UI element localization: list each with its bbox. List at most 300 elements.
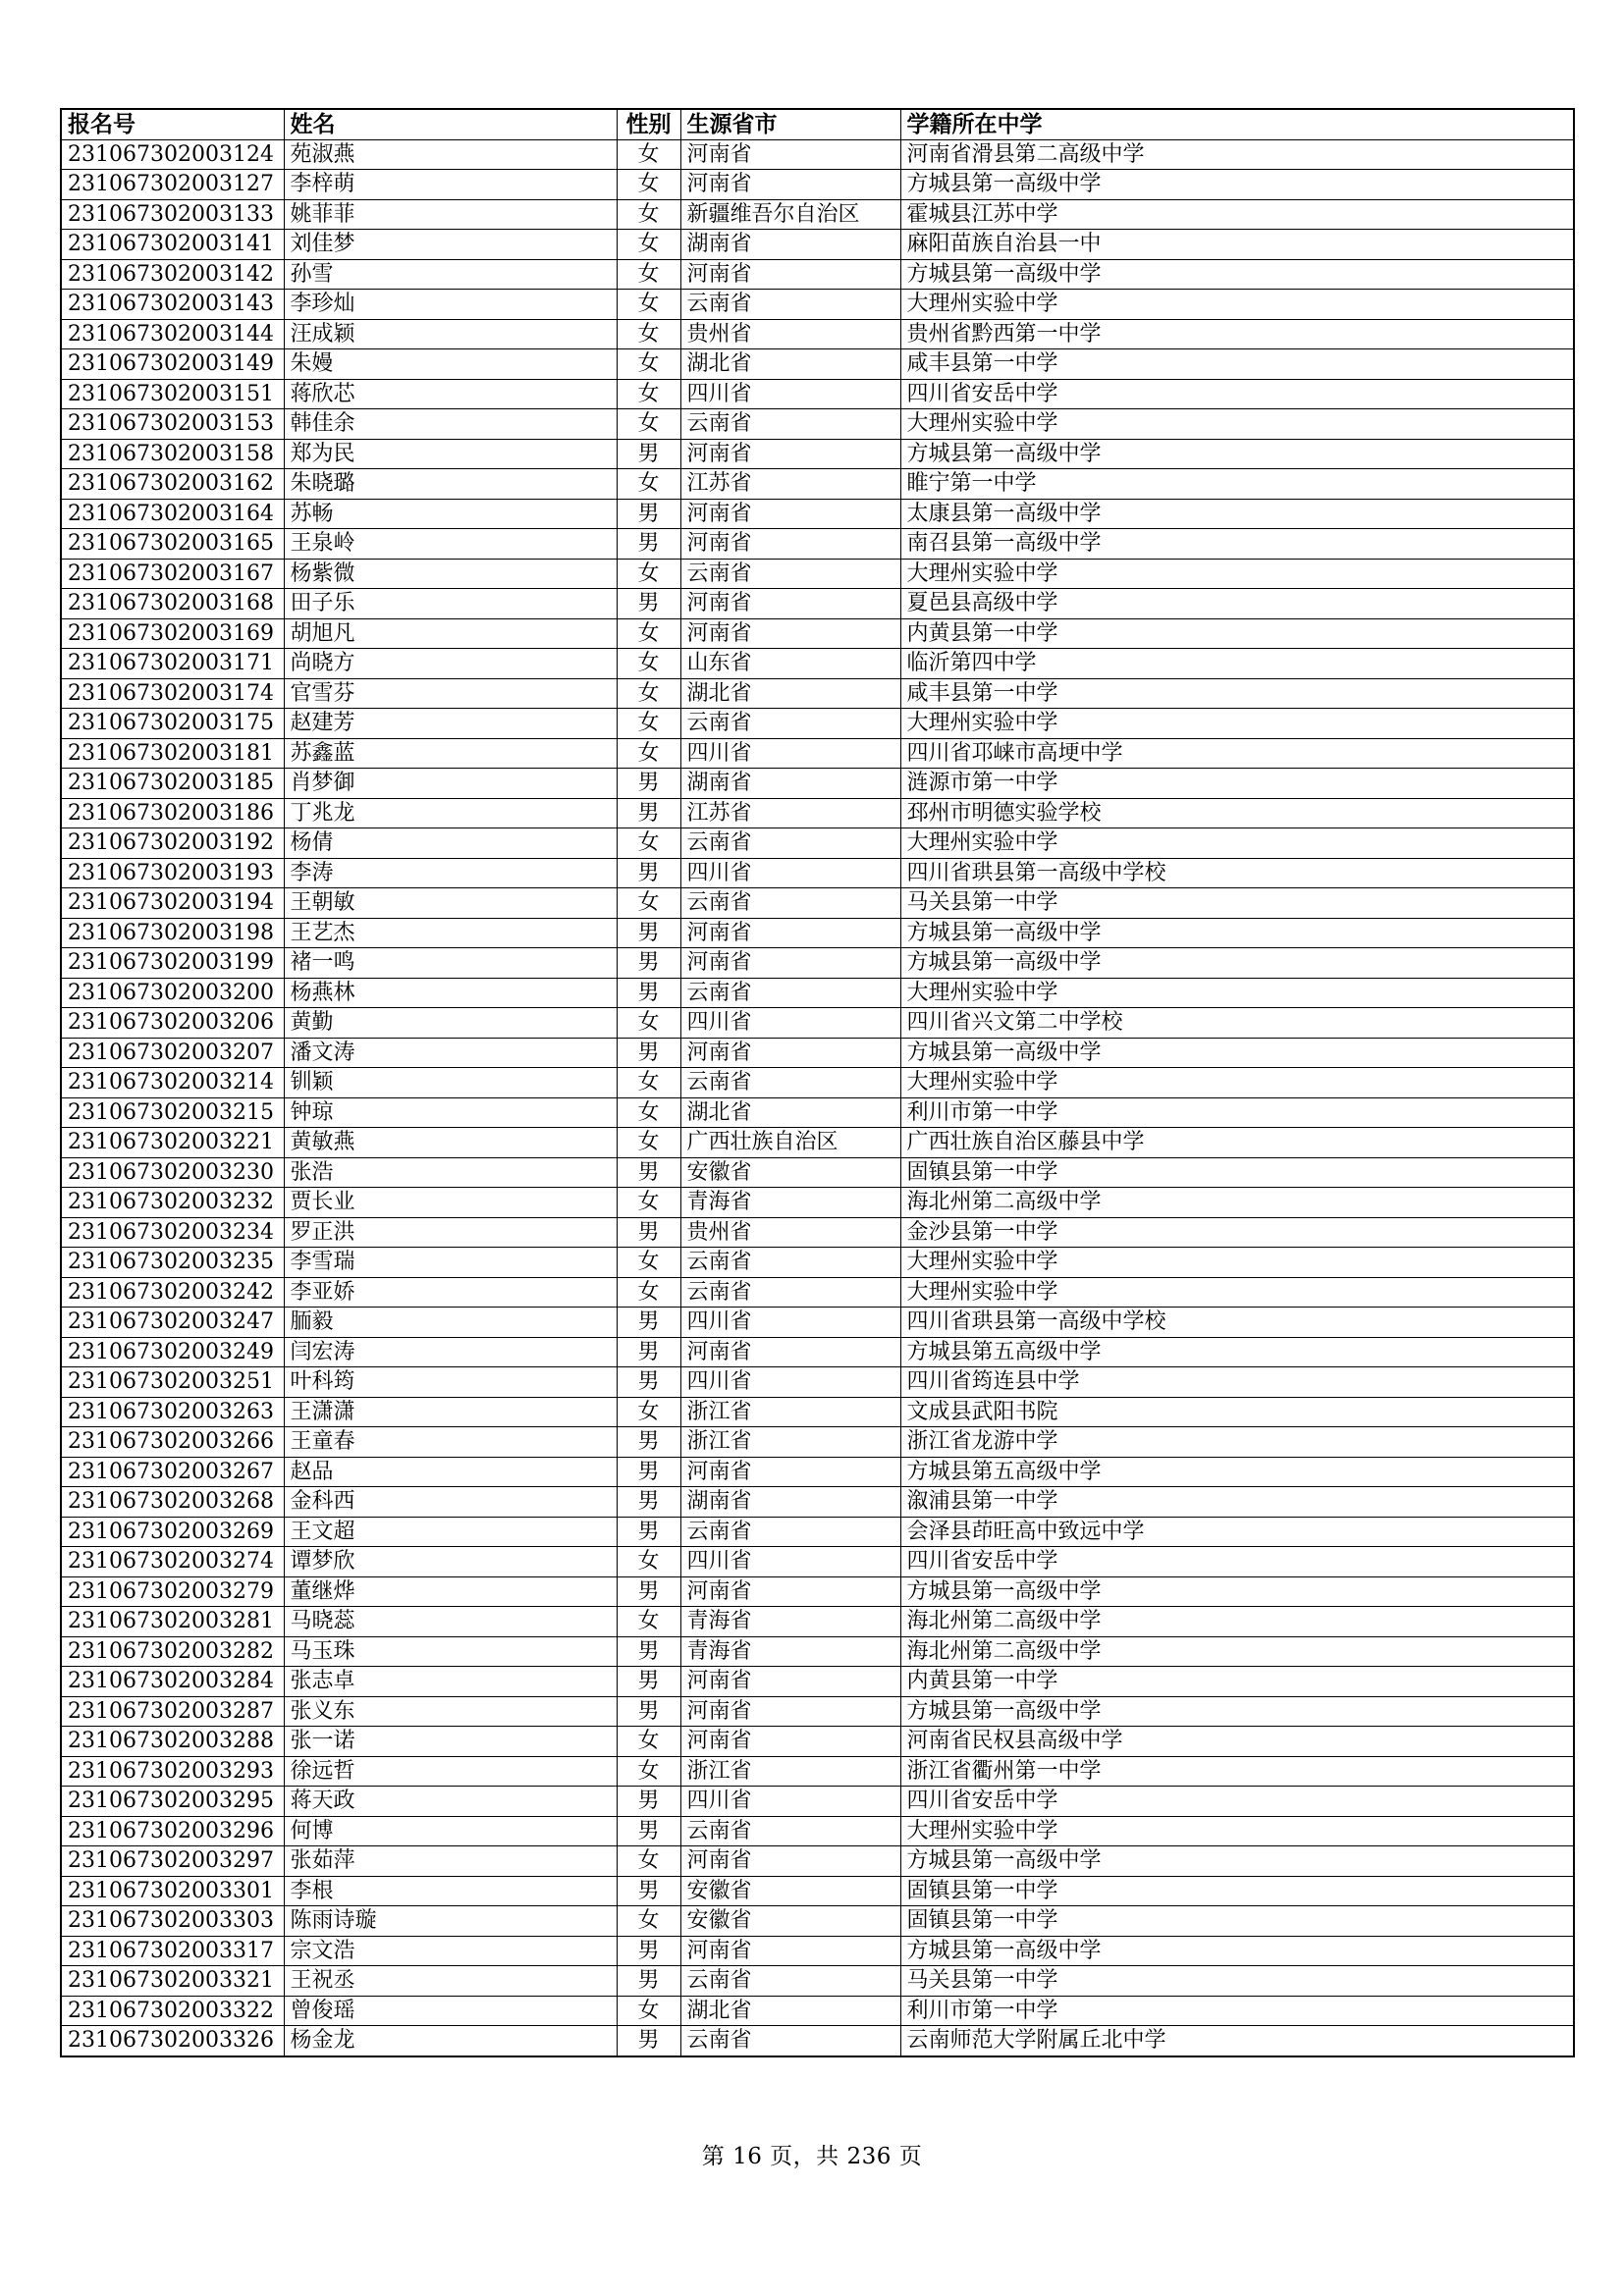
cell-registration-number: 231067302003193: [61, 858, 284, 888]
cell-origin-province: 四川省: [680, 738, 900, 769]
cell-high-school: 大理州实验中学: [900, 1816, 1574, 1846]
cell-origin-province: 四川省: [680, 858, 900, 888]
cell-name: 蒋天政: [284, 1787, 617, 1817]
cell-origin-province: 河南省: [680, 1576, 900, 1607]
cell-name: 孙雪: [284, 259, 617, 290]
cell-name: 王文超: [284, 1517, 617, 1547]
cell-origin-province: 云南省: [680, 709, 900, 739]
cell-origin-province: 四川省: [680, 379, 900, 409]
cell-origin-province: 云南省: [680, 828, 900, 859]
table-row: [61, 1906, 1574, 1937]
cell-origin-province: 云南省: [680, 559, 900, 589]
admission-list-table: [60, 108, 1575, 2057]
cell-registration-number: 231067302003282: [61, 1636, 284, 1667]
cell-origin-province: 湖北省: [680, 1097, 900, 1128]
cell-high-school: 方城县第一高级中学: [900, 259, 1574, 290]
cell-registration-number: 231067302003168: [61, 589, 284, 619]
cell-registration-number: 231067302003169: [61, 618, 284, 649]
cell-registration-number: 231067302003185: [61, 769, 284, 799]
cell-gender: 女: [617, 230, 680, 260]
cell-gender: 男: [617, 1367, 680, 1398]
cell-registration-number: 231067302003198: [61, 918, 284, 948]
cell-name: 李梓萌: [284, 170, 617, 200]
cell-gender: 男: [617, 1816, 680, 1846]
cell-high-school: 临沂第四中学: [900, 649, 1574, 679]
cell-high-school: 海北州第二高级中学: [900, 1636, 1574, 1667]
cell-name: 杨倩: [284, 828, 617, 859]
table-row: [61, 1487, 1574, 1518]
cell-origin-province: 青海省: [680, 1607, 900, 1637]
cell-origin-province: 云南省: [680, 1816, 900, 1846]
table-row: [61, 319, 1574, 349]
cell-high-school: 睢宁第一中学: [900, 469, 1574, 500]
cell-gender: 女: [617, 1188, 680, 1218]
cell-registration-number: 231067302003151: [61, 379, 284, 409]
table-row: [61, 1727, 1574, 1757]
cell-gender: 男: [617, 918, 680, 948]
cell-gender: 女: [617, 199, 680, 230]
table-row: [61, 948, 1574, 979]
table-row: [61, 1996, 1574, 2026]
cell-origin-province: 河南省: [680, 170, 900, 200]
cell-gender: 女: [617, 139, 680, 170]
cell-gender: 女: [617, 618, 680, 649]
cell-origin-province: 江苏省: [680, 798, 900, 828]
cell-registration-number: 231067302003162: [61, 469, 284, 500]
cell-origin-province: 四川省: [680, 1547, 900, 1577]
cell-name: 马晓蕊: [284, 1607, 617, 1637]
table-row: [61, 1427, 1574, 1458]
cell-name: 王朝敏: [284, 888, 617, 919]
cell-gender: 女: [617, 1068, 680, 1098]
cell-gender: 男: [617, 1427, 680, 1458]
cell-registration-number: 231067302003133: [61, 199, 284, 230]
cell-origin-province: 河南省: [680, 1696, 900, 1727]
cell-origin-province: 河南省: [680, 589, 900, 619]
cell-name: 宗文浩: [284, 1936, 617, 1966]
cell-high-school: 贵州省黔西第一中学: [900, 319, 1574, 349]
cell-gender: 男: [617, 439, 680, 469]
cell-high-school: 马关县第一中学: [900, 1966, 1574, 1997]
cell-name: 王童春: [284, 1427, 617, 1458]
cell-gender: 男: [617, 948, 680, 979]
cell-origin-province: 云南省: [680, 2026, 900, 2056]
cell-name: 杨紫微: [284, 559, 617, 589]
cell-registration-number: 231067302003288: [61, 1727, 284, 1757]
cell-gender: 女: [617, 259, 680, 290]
table-row: [61, 1876, 1574, 1906]
cell-registration-number: 231067302003297: [61, 1846, 284, 1877]
cell-name: 潘文涛: [284, 1038, 617, 1068]
cell-name: 曾俊瑶: [284, 1996, 617, 2026]
cell-gender: 女: [617, 409, 680, 440]
cell-gender: 男: [617, 1337, 680, 1367]
cell-origin-province: 河南省: [680, 948, 900, 979]
cell-origin-province: 云南省: [680, 1277, 900, 1308]
table-row: [61, 1128, 1574, 1158]
cell-registration-number: 231067302003192: [61, 828, 284, 859]
cell-high-school: 方城县第一高级中学: [900, 1846, 1574, 1877]
cell-name: 黄敏燕: [284, 1128, 617, 1158]
cell-high-school: 方城县第一高级中学: [900, 918, 1574, 948]
cell-high-school: 四川省筠连县中学: [900, 1367, 1574, 1398]
cell-gender: 女: [617, 1547, 680, 1577]
cell-high-school: 浙江省衢州第一中学: [900, 1756, 1574, 1787]
cell-registration-number: 231067302003234: [61, 1217, 284, 1248]
cell-registration-number: 231067302003326: [61, 2026, 284, 2056]
cell-registration-number: 231067302003124: [61, 139, 284, 170]
table-row: [61, 1636, 1574, 1667]
cell-registration-number: 231067302003215: [61, 1097, 284, 1128]
cell-gender: 女: [617, 170, 680, 200]
cell-high-school: 邳州市明德实验学校: [900, 798, 1574, 828]
cell-name: 谭梦欣: [284, 1547, 617, 1577]
cell-gender: 男: [617, 1038, 680, 1068]
cell-gender: 男: [617, 798, 680, 828]
cell-name: 金科西: [284, 1487, 617, 1518]
cell-name: 汪成颖: [284, 319, 617, 349]
cell-registration-number: 231067302003221: [61, 1128, 284, 1158]
cell-origin-province: 河南省: [680, 1457, 900, 1487]
cell-high-school: 方城县第一高级中学: [900, 948, 1574, 979]
table-row: [61, 1188, 1574, 1218]
table-row: [61, 1756, 1574, 1787]
table-row: [61, 888, 1574, 919]
table-row: [61, 858, 1574, 888]
cell-origin-province: 山东省: [680, 649, 900, 679]
cell-registration-number: 231067302003175: [61, 709, 284, 739]
cell-high-school: 四川省邛崃市高埂中学: [900, 738, 1574, 769]
cell-high-school: 涟源市第一中学: [900, 769, 1574, 799]
cell-registration-number: 231067302003186: [61, 798, 284, 828]
cell-gender: 男: [617, 858, 680, 888]
cell-high-school: 固镇县第一中学: [900, 1157, 1574, 1188]
table-row: [61, 678, 1574, 709]
cell-gender: 女: [617, 290, 680, 320]
cell-name: 韩佳余: [284, 409, 617, 440]
table-row: [61, 439, 1574, 469]
cell-origin-province: 河南省: [680, 439, 900, 469]
cell-origin-province: 河南省: [680, 1667, 900, 1697]
cell-gender: 女: [617, 319, 680, 349]
table-row: [61, 1337, 1574, 1367]
cell-origin-province: 四川省: [680, 1308, 900, 1338]
cell-registration-number: 231067302003214: [61, 1068, 284, 1098]
cell-registration-number: 231067302003207: [61, 1038, 284, 1068]
cell-name: 褚一鸣: [284, 948, 617, 979]
cell-origin-province: 云南省: [680, 290, 900, 320]
table-row: [61, 1068, 1574, 1098]
cell-registration-number: 231067302003149: [61, 349, 284, 380]
cell-origin-province: 河南省: [680, 259, 900, 290]
cell-high-school: 固镇县第一中学: [900, 1906, 1574, 1937]
table-row: [61, 1547, 1574, 1577]
cell-registration-number: 231067302003167: [61, 559, 284, 589]
cell-origin-province: 青海省: [680, 1636, 900, 1667]
table-row: [61, 139, 1574, 170]
cell-origin-province: 浙江省: [680, 1397, 900, 1427]
table-row: [61, 1936, 1574, 1966]
cell-origin-province: 河南省: [680, 1727, 900, 1757]
cell-origin-province: 安徽省: [680, 1906, 900, 1937]
cell-gender: 女: [617, 349, 680, 380]
cell-origin-province: 湖南省: [680, 230, 900, 260]
table-row: [61, 1846, 1574, 1877]
cell-name: 李雪瑞: [284, 1248, 617, 1278]
cell-registration-number: 231067302003322: [61, 1996, 284, 2026]
cell-gender: 男: [617, 1636, 680, 1667]
table-body: [61, 139, 1574, 2056]
cell-registration-number: 231067302003267: [61, 1457, 284, 1487]
cell-name: 肖梦御: [284, 769, 617, 799]
cell-high-school: 方城县第一高级中学: [900, 1936, 1574, 1966]
cell-gender: 女: [617, 1397, 680, 1427]
cell-registration-number: 231067302003247: [61, 1308, 284, 1338]
cell-registration-number: 231067302003165: [61, 529, 284, 560]
cell-gender: 女: [617, 678, 680, 709]
cell-name: 苏畅: [284, 499, 617, 529]
cell-registration-number: 231067302003232: [61, 1188, 284, 1218]
cell-origin-province: 贵州省: [680, 319, 900, 349]
cell-high-school: 溆浦县第一中学: [900, 1487, 1574, 1518]
cell-gender: 男: [617, 1966, 680, 1997]
cell-name: 朱晓璐: [284, 469, 617, 500]
table-row: [61, 1217, 1574, 1248]
cell-registration-number: 231067302003153: [61, 409, 284, 440]
cell-gender: 女: [617, 1097, 680, 1128]
cell-name: 尚晓方: [284, 649, 617, 679]
cell-gender: 男: [617, 1157, 680, 1188]
cell-high-school: 咸丰县第一中学: [900, 678, 1574, 709]
cell-gender: 女: [617, 1277, 680, 1308]
table-row: [61, 1696, 1574, 1727]
cell-registration-number: 231067302003158: [61, 439, 284, 469]
cell-registration-number: 231067302003263: [61, 1397, 284, 1427]
cell-origin-province: 河南省: [680, 1337, 900, 1367]
cell-high-school: 霍城县江苏中学: [900, 199, 1574, 230]
cell-origin-province: 河南省: [680, 499, 900, 529]
cell-name: 赵品: [284, 1457, 617, 1487]
cell-origin-province: 云南省: [680, 409, 900, 440]
cell-origin-province: 安徽省: [680, 1157, 900, 1188]
cell-registration-number: 231067302003266: [61, 1427, 284, 1458]
cell-gender: 男: [617, 2026, 680, 2056]
cell-gender: 男: [617, 1517, 680, 1547]
table-row: [61, 1277, 1574, 1308]
cell-origin-province: 云南省: [680, 1517, 900, 1547]
cell-high-school: 南召县第一高级中学: [900, 529, 1574, 560]
cell-high-school: 四川省安岳中学: [900, 1547, 1574, 1577]
table-row: [61, 499, 1574, 529]
table-row: [61, 559, 1574, 589]
cell-name: 黄勤: [284, 1008, 617, 1039]
cell-origin-province: 河南省: [680, 1846, 900, 1877]
cell-origin-province: 湖北省: [680, 678, 900, 709]
cell-origin-province: 贵州省: [680, 1217, 900, 1248]
cell-registration-number: 231067302003293: [61, 1756, 284, 1787]
cell-name: 丁兆龙: [284, 798, 617, 828]
table-row: [61, 1966, 1574, 1997]
cell-name: 杨金龙: [284, 2026, 617, 2056]
cell-high-school: 方城县第一高级中学: [900, 170, 1574, 200]
cell-registration-number: 231067302003206: [61, 1008, 284, 1039]
cell-origin-province: 四川省: [680, 1787, 900, 1817]
cell-gender: 男: [617, 1787, 680, 1817]
table-row: [61, 1787, 1574, 1817]
cell-registration-number: 231067302003301: [61, 1876, 284, 1906]
cell-name: 姚菲菲: [284, 199, 617, 230]
cell-high-school: 方城县第五高级中学: [900, 1337, 1574, 1367]
table-row: [61, 1457, 1574, 1487]
cell-gender: 男: [617, 1308, 680, 1338]
cell-origin-province: 云南省: [680, 1966, 900, 1997]
cell-name: 胡旭凡: [284, 618, 617, 649]
cell-gender: 女: [617, 888, 680, 919]
cell-registration-number: 231067302003164: [61, 499, 284, 529]
cell-high-school: 利川市第一中学: [900, 1097, 1574, 1128]
cell-name: 钏颖: [284, 1068, 617, 1098]
cell-name: 张浩: [284, 1157, 617, 1188]
cell-high-school: 大理州实验中学: [900, 1248, 1574, 1278]
cell-registration-number: 231067302003199: [61, 948, 284, 979]
cell-gender: 女: [617, 1248, 680, 1278]
cell-name: 闫宏涛: [284, 1337, 617, 1367]
cell-name: 何博: [284, 1816, 617, 1846]
cell-high-school: 大理州实验中学: [900, 1068, 1574, 1098]
cell-name: 徐远哲: [284, 1756, 617, 1787]
table-row: [61, 1397, 1574, 1427]
cell-gender: 男: [617, 978, 680, 1008]
cell-high-school: 固镇县第一中学: [900, 1876, 1574, 1906]
cell-high-school: 大理州实验中学: [900, 978, 1574, 1008]
cell-name: 张一诺: [284, 1727, 617, 1757]
table-row: [61, 230, 1574, 260]
cell-high-school: 广西壮族自治区藤县中学: [900, 1128, 1574, 1158]
cell-registration-number: 231067302003251: [61, 1367, 284, 1398]
table-row: [61, 1607, 1574, 1637]
table-row: [61, 529, 1574, 560]
cell-high-school: 内黄县第一中学: [900, 1667, 1574, 1697]
cell-gender: 男: [617, 529, 680, 560]
cell-gender: 男: [617, 589, 680, 619]
table-row: [61, 1816, 1574, 1846]
cell-high-school: 大理州实验中学: [900, 559, 1574, 589]
cell-gender: 女: [617, 709, 680, 739]
cell-origin-province: 安徽省: [680, 1876, 900, 1906]
cell-high-school: 大理州实验中学: [900, 828, 1574, 859]
cell-name: 王潇潇: [284, 1397, 617, 1427]
table-row: [61, 1576, 1574, 1607]
table-header-row: [61, 109, 1574, 139]
cell-name: 钟琼: [284, 1097, 617, 1128]
cell-high-school: 海北州第二高级中学: [900, 1188, 1574, 1218]
cell-registration-number: 231067302003268: [61, 1487, 284, 1518]
cell-name: 张志卓: [284, 1667, 617, 1697]
cell-gender: 男: [617, 499, 680, 529]
cell-gender: 男: [617, 1487, 680, 1518]
cell-origin-province: 河南省: [680, 1038, 900, 1068]
cell-name: 杨燕林: [284, 978, 617, 1008]
cell-high-school: 麻阳苗族自治县一中: [900, 230, 1574, 260]
table-row: [61, 1008, 1574, 1039]
cell-name: 张义东: [284, 1696, 617, 1727]
cell-gender: 女: [617, 828, 680, 859]
cell-high-school: 马关县第一中学: [900, 888, 1574, 919]
cell-origin-province: 四川省: [680, 1367, 900, 1398]
table-row: [61, 1097, 1574, 1128]
cell-registration-number: 231067302003296: [61, 1816, 284, 1846]
cell-registration-number: 231067302003174: [61, 678, 284, 709]
cell-registration-number: 231067302003284: [61, 1667, 284, 1697]
cell-gender: 男: [617, 1576, 680, 1607]
cell-high-school: 四川省安岳中学: [900, 1787, 1574, 1817]
cell-high-school: 大理州实验中学: [900, 1277, 1574, 1308]
cell-high-school: 四川省珙县第一高级中学校: [900, 1308, 1574, 1338]
cell-name: 郑为民: [284, 439, 617, 469]
cell-name: 马玉珠: [284, 1636, 617, 1667]
cell-name: 赵建芳: [284, 709, 617, 739]
cell-gender: 女: [617, 1008, 680, 1039]
cell-origin-province: 云南省: [680, 978, 900, 1008]
cell-high-school: 浙江省龙游中学: [900, 1427, 1574, 1458]
cell-high-school: 四川省安岳中学: [900, 379, 1574, 409]
cell-name: 李涛: [284, 858, 617, 888]
cell-registration-number: 231067302003200: [61, 978, 284, 1008]
cell-name: 陈雨诗璇: [284, 1906, 617, 1937]
cell-high-school: 方城县第一高级中学: [900, 1038, 1574, 1068]
cell-gender: 女: [617, 1756, 680, 1787]
cell-origin-province: 河南省: [680, 918, 900, 948]
table-row: [61, 918, 1574, 948]
header-high-school: 学籍所在中学: [900, 109, 1574, 139]
cell-origin-province: 江苏省: [680, 469, 900, 500]
cell-registration-number: 231067302003281: [61, 1607, 284, 1637]
table-row: [61, 828, 1574, 859]
cell-name: 张茹萍: [284, 1846, 617, 1877]
cell-registration-number: 231067302003321: [61, 1966, 284, 1997]
cell-origin-province: 四川省: [680, 1008, 900, 1039]
cell-name: 王泉岭: [284, 529, 617, 560]
cell-origin-province: 湖北省: [680, 1996, 900, 2026]
cell-high-school: 大理州实验中学: [900, 290, 1574, 320]
cell-gender: 女: [617, 559, 680, 589]
cell-registration-number: 231067302003287: [61, 1696, 284, 1727]
cell-name: 王艺杰: [284, 918, 617, 948]
header-gender: 性别: [617, 109, 680, 139]
table-row: [61, 290, 1574, 320]
cell-registration-number: 231067302003181: [61, 738, 284, 769]
cell-origin-province: 湖北省: [680, 349, 900, 380]
cell-gender: 男: [617, 1217, 680, 1248]
table-row: [61, 798, 1574, 828]
page-footer: 第 16 页，共 236 页: [701, 2144, 923, 2169]
cell-gender: 男: [617, 1876, 680, 1906]
cell-high-school: 咸丰县第一中学: [900, 349, 1574, 380]
cell-registration-number: 231067302003143: [61, 290, 284, 320]
table-row: [61, 2026, 1574, 2056]
table-row: [61, 1157, 1574, 1188]
header-registration-number: 报名号: [61, 109, 284, 139]
cell-name: 胹毅: [284, 1308, 617, 1338]
cell-high-school: 内黄县第一中学: [900, 618, 1574, 649]
table-row: [61, 170, 1574, 200]
cell-name: 叶科筠: [284, 1367, 617, 1398]
cell-origin-province: 河南省: [680, 139, 900, 170]
cell-registration-number: 231067302003249: [61, 1337, 284, 1367]
cell-origin-province: 河南省: [680, 1936, 900, 1966]
table-row: [61, 978, 1574, 1008]
table-row: [61, 379, 1574, 409]
